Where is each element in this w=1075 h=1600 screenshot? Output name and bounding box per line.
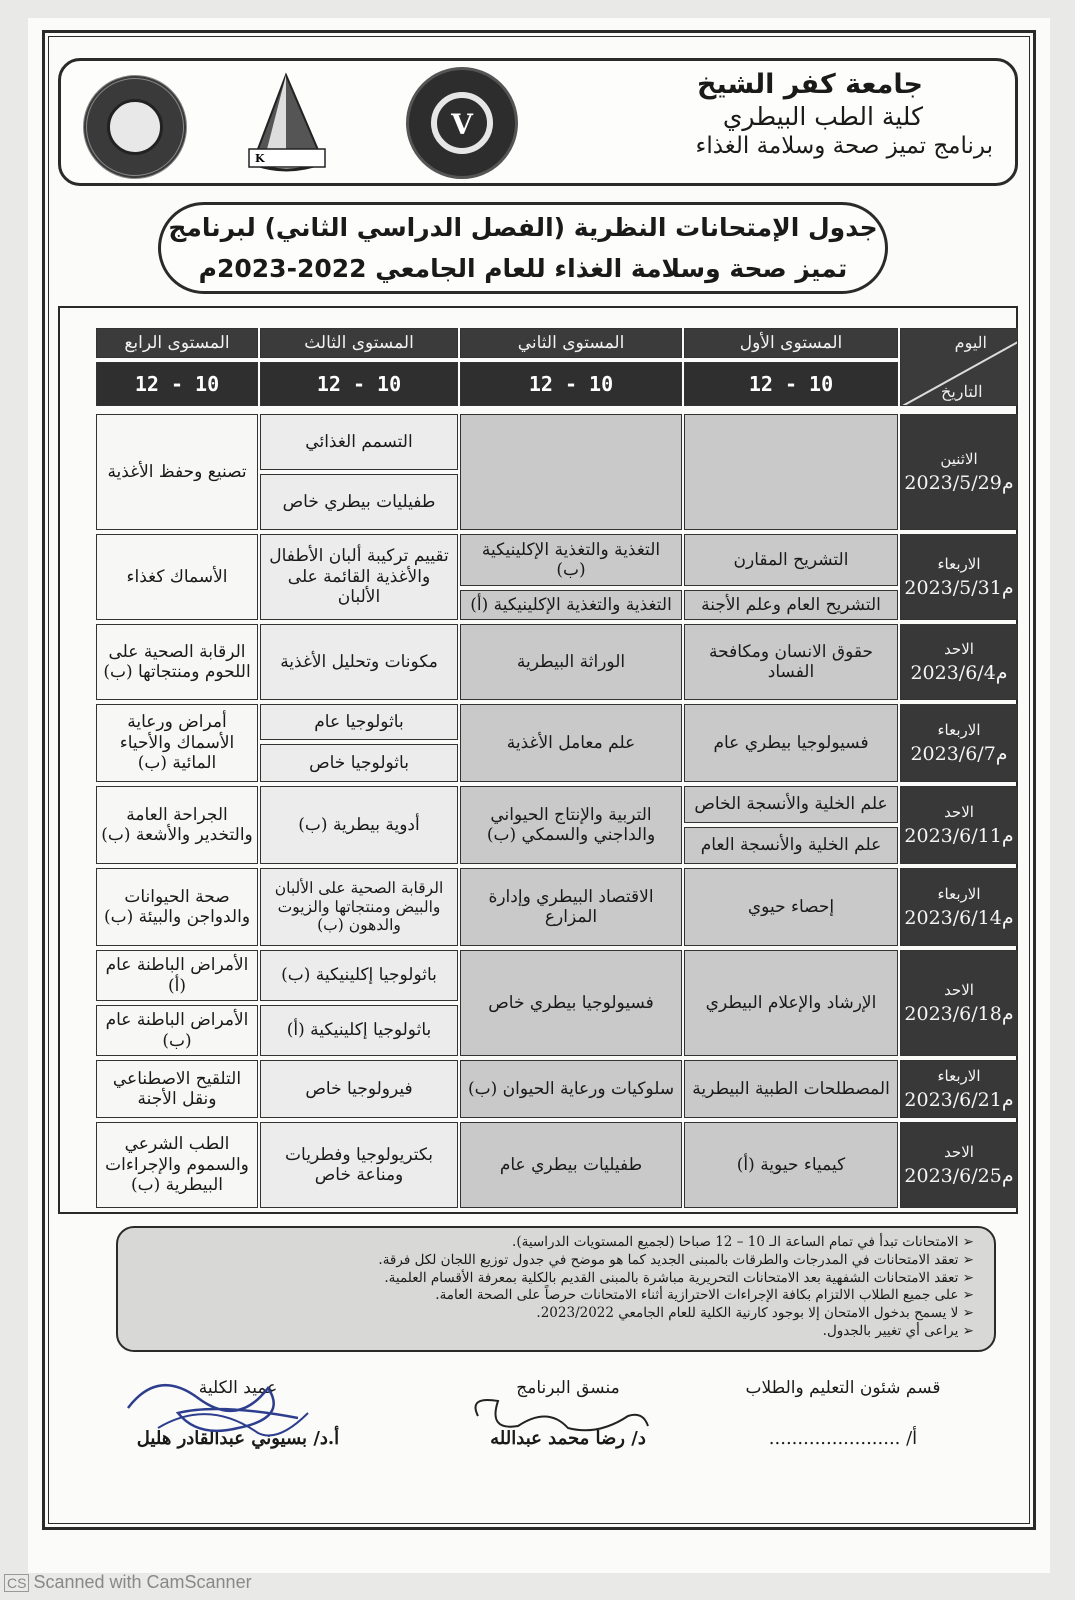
cell-r6-l2: الاقتصاد البيطري وإدارة المزارع	[460, 868, 682, 946]
cell-r7-l4b: الأمراض الباطنة عام (ب)	[96, 1005, 258, 1056]
level-3-time: 12 - 10	[260, 362, 458, 406]
exam-schedule-table	[58, 306, 1018, 1214]
dean-name: أ.د/ بسيوني عبدالقادر هليل	[136, 1428, 340, 1449]
note-5: ➢ لا يسمح بدخول الامتحان إلا بوجود كارنية الكلية للعام الجامعي 2023/2022.	[138, 1305, 974, 1323]
cell-r4-l1: فسيولوجيا بيطري عام	[684, 704, 898, 782]
title-line-2: تميز صحة وسلامة الغذاء للعام الجامعي 2022-2023م	[198, 254, 848, 283]
camscanner-text: Scanned with CamScanner	[33, 1572, 252, 1592]
cell-r3-l3: مكونات وتحليل الأغذية	[260, 624, 458, 700]
corner-header	[900, 328, 1018, 406]
cell-r7-l2: فسيولوجيا بيطري خاص	[460, 950, 682, 1056]
corner-date-label: التاريخ	[941, 381, 983, 401]
cell-r2-l1a: التشريح المقارن	[684, 534, 898, 586]
cell-r2-l2a: التغذية والتغذية الإكلينيكية (ب)	[460, 534, 682, 586]
coordinator-title: منسق البرنامج	[516, 1378, 620, 1398]
cell-r2-l1b: التشريح العام وعلم الأجنة	[684, 590, 898, 620]
cell-r9-l2: طفيليات بيطري عام	[460, 1122, 682, 1208]
cell-r4-l3b: باثولوجيا خاص	[260, 744, 458, 782]
level-2-header: المستوى الثاني	[460, 328, 682, 358]
cell-r3-l4: الرقابة الصحية على اللحوم ومنتجاتها (ب)	[96, 624, 258, 700]
notes-box	[116, 1226, 996, 1352]
level-4-header: المستوى الرابع	[96, 328, 258, 358]
cell-r1-l4: تصنيع وحفظ الأغذية	[96, 414, 258, 530]
cell-r1-l2	[460, 414, 682, 530]
camscanner-logo-icon: CS	[4, 1574, 29, 1592]
cell-r5-l2: التربية والإنتاج الحيواني والداجني والسمكي (ب)	[460, 786, 682, 864]
cell-r3-l1: حقوق الانسان ومكافحة الفساد	[684, 624, 898, 700]
level-1-time: 12 - 10	[684, 362, 898, 406]
dean-handwritten-signature-icon	[118, 1358, 318, 1448]
cell-r5-l4: الجراحة العامة والتخدير والأشعة (ب)	[96, 786, 258, 864]
faculty-name: كلية الطب البيطري	[722, 102, 923, 131]
dean-title: عميد الكلية	[198, 1378, 278, 1398]
camscanner-footer	[4, 1572, 252, 1593]
cell-r7-l3a: باثولوجيا إكلينيكية (ب)	[260, 950, 458, 1001]
cell-r9-l1: كيمياء حيوية (أ)	[684, 1122, 898, 1208]
cell-r1-l3a: التسمم الغذائي	[260, 414, 458, 470]
title-line-1: جدول الإمتحانات النظرية (الفصل الدراسي الثاني) لبرنامج	[168, 213, 878, 242]
cell-r4-l3a: باثولوجيا عام	[260, 704, 458, 740]
cell-r2-l2b: التغذية والتغذية الإكلينيكية (أ)	[460, 590, 682, 620]
cell-r7-l4a: الأمراض الباطنة عام (أ)	[96, 950, 258, 1001]
day-row-3: الاحد 2023/6/4م	[900, 624, 1018, 700]
day-row-7: الاحد 2023/6/18م	[900, 950, 1018, 1056]
cell-r8-l2: سلوكيات ورعاية الحيوان (ب)	[460, 1060, 682, 1118]
cell-r6-l4: صحة الحيوانات والدواجن والبيئة (ب)	[96, 868, 258, 946]
cell-r4-l4: أمراض ورعاية الأسماك والأحياء المائية (ب)	[96, 704, 258, 782]
corner-day-label: اليوم	[954, 333, 987, 352]
food-safety-logo-icon: V	[406, 67, 518, 179]
cell-r5-l1a: علم الخلية والأنسجة الخاص	[684, 786, 898, 823]
cell-r4-l2: علم معامل الأغذية	[460, 704, 682, 782]
coordinator-handwritten-signature-icon	[458, 1376, 658, 1446]
day-row-2: الاربعاء 2023/5/31م	[900, 534, 1018, 620]
note-1: ➢ الامتحانات تبدأ في تمام الساعة الـ 10 – 12 صباحا (لجميع المستويات الدراسية).	[138, 1234, 974, 1252]
cell-r9-l4: الطب الشرعي والسموم والإجراءات البيطرية (ب)	[96, 1122, 258, 1208]
cell-r7-l3b: باثولوجيا إكلينيكية (أ)	[260, 1005, 458, 1056]
cell-r1-l1	[684, 414, 898, 530]
cell-r6-l3: الرقابة الصحية على الألبان والبيض ومنتجاتها والزيوت والدهون (ب)	[260, 868, 458, 946]
cell-r6-l1: إحصاء حيوي	[684, 868, 898, 946]
schedule-title-box	[158, 202, 888, 294]
note-3: ➢ تعقد الامتحانات الشفهية بعد الامتحانات التحريرية مباشرة بالمبنى القديم بالكلية بمعرفة الأقسام العلمية.	[138, 1270, 974, 1288]
student-affairs-block	[718, 1378, 968, 1449]
kafrelsheikh-sail-logo-icon	[241, 69, 331, 179]
cell-r8-l1: المصطلحات الطبية البيطرية	[684, 1060, 898, 1118]
cell-r7-l1: الإرشاد والإعلام البيطري	[684, 950, 898, 1056]
coordinator-name: د/ رضا محمد عبدالله	[490, 1428, 646, 1449]
university-name: جامعة كفر الشيخ	[696, 69, 923, 100]
day-row-9: الاحد 2023/6/25م	[900, 1122, 1018, 1208]
university-logo-icon	[83, 75, 187, 179]
level-1-header: المستوى الأول	[684, 328, 898, 358]
day-row-1: الاثنين 2023/5/29م	[900, 414, 1018, 530]
cell-r2-l3: تقييم تركيبة ألبان الأطفال والأغذية القائمة على الألبان	[260, 534, 458, 620]
cell-r3-l2: الوراثة البيطرية	[460, 624, 682, 700]
cell-r5-l1b: علم الخلية والأنسجة العام	[684, 827, 898, 864]
level-3-header: المستوى الثالث	[260, 328, 458, 358]
cell-r8-l4: التلقيح الاصطناعي ونقل الأجنة	[96, 1060, 258, 1118]
cell-r1-l3b: طفيليات بيطري خاص	[260, 474, 458, 530]
program-name: برنامج تميز صحة وسلامة الغذاء	[695, 133, 993, 159]
note-4: ➢ على جميع الطلاب الالتزام بكافة الإجراءات الاحترازية أثناء الامتحانات حرصاً على الصحة العامة.	[138, 1287, 974, 1305]
cell-r5-l3: أدوية بيطرية (ب)	[260, 786, 458, 864]
cell-r9-l3: بكتريولوجيا وفطريات ومناعة خاص	[260, 1122, 458, 1208]
day-row-8: الاربعاء 2023/6/21م	[900, 1060, 1018, 1118]
student-affairs-title: قسم شئون التعليم والطلاب	[745, 1378, 941, 1398]
cell-r2-l4: الأسماك كغذاء	[96, 534, 258, 620]
level-4-time: 12 - 10	[96, 362, 258, 406]
student-affairs-name: أ/ .......................	[768, 1428, 918, 1449]
note-6: ➢ يراعى أي تغيير بالجدول.	[138, 1323, 974, 1341]
note-2: ➢ تعقد الامتحانات في المدرجات والطرقات بالمبنى الجديد كما هو موضح في جدول توزيع اللجان لكل فرقة.	[138, 1252, 974, 1270]
day-row-5: الاحد 2023/6/11م	[900, 786, 1018, 864]
level-2-time: 12 - 10	[460, 362, 682, 406]
header-box	[58, 58, 1018, 186]
day-row-6: الاربعاء 2023/6/14م	[900, 868, 1018, 946]
day-row-4: الاربعاء 2023/6/7م	[900, 704, 1018, 782]
scanned-page	[28, 18, 1050, 1573]
svg-text:K: K	[255, 152, 265, 165]
cell-r8-l3: فيرولوجيا خاص	[260, 1060, 458, 1118]
